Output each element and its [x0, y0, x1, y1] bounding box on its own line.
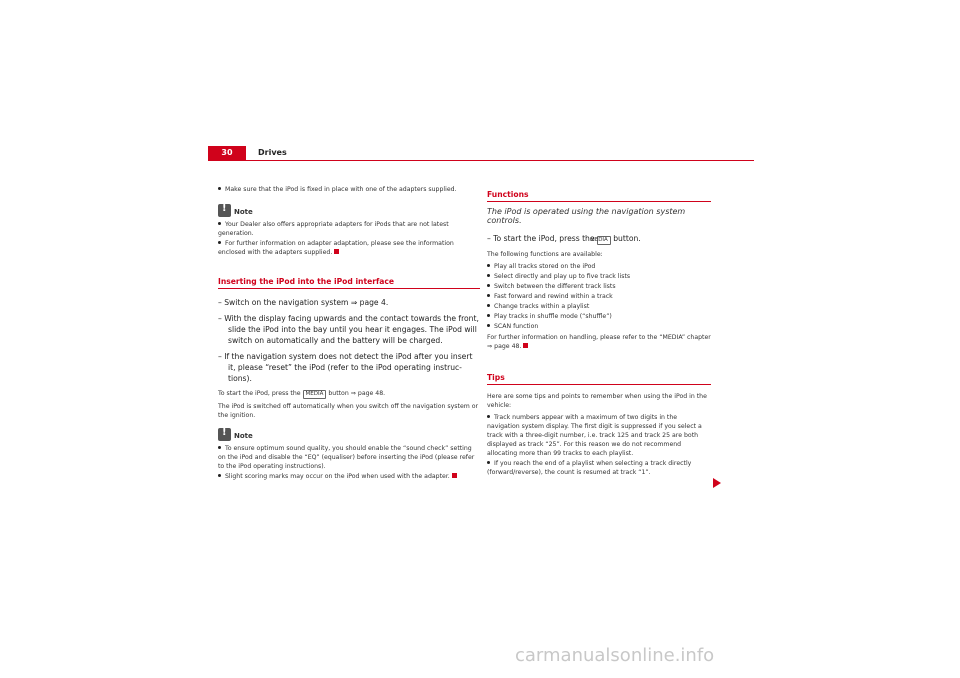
header-rule	[208, 160, 754, 161]
tips-intro: Here are some tips and points to remember when using the iPod in the vehicle:	[487, 393, 707, 409]
step-item: – To start the iPod, press the MEDIA button.	[487, 234, 641, 243]
bullet-icon	[487, 304, 490, 307]
left-column	[218, 185, 480, 482]
tips-heading: Tips	[487, 373, 711, 385]
bullet-icon	[218, 446, 221, 449]
list-item: Your Dealer also offers appropriate adapters for iPods that are not latest generation.	[218, 221, 449, 237]
step-item: – With the display facing upwards and the contact towards the front, slide the iPod into the bay until you hear it engages. The iPod will switch on automatically and the battery will be charged.	[218, 314, 479, 345]
list-item: To ensure optimum sound quality, you should enable the “sound check” setting on the iPod and disable the “EQ” (equaliser) before inserting the iPod (please refer to the iPod operating instructions).	[218, 445, 475, 470]
note-heading: ! Note	[218, 204, 480, 217]
continue-arrow-icon	[713, 478, 721, 488]
bullet-icon	[218, 187, 221, 190]
info-icon	[218, 428, 231, 441]
bullet-icon	[218, 474, 221, 477]
auto-off-text: The iPod is switched off automatically when you switch off the navigation system or the ignition.	[218, 403, 479, 419]
step-item: – If the navigation system does not detect the iPod after you insert it, please “reset” the iPod (refer to the iPod operating instruc-tions).	[218, 352, 473, 383]
step-item: – Switch on the navigation system ⇒ page 4.	[218, 298, 389, 307]
list-item: SCAN function	[487, 322, 711, 331]
functions-heading: Functions	[487, 190, 711, 202]
chapter-title: Drives	[258, 148, 287, 157]
list-item: Track numbers appear with a maximum of two digits in the navigation system display. The first digit is suppressed if you select a track with a three-digit number, i.e. track 125 and track 25 are both displayed as track “25”. For this reason we do not recommend allocating more than 99 tracks to each playlist.	[487, 414, 702, 457]
list-item: Change tracks within a playlist	[487, 302, 711, 311]
list-item: Play all tracks stored on the iPod	[487, 262, 711, 271]
list-item: Fast forward and rewind within a track	[487, 292, 711, 301]
bullet-icon	[487, 274, 490, 277]
end-mark-icon	[523, 343, 528, 348]
start-instruction: To start the iPod, press the MEDIA button ⇒ page 48.	[218, 390, 386, 397]
list-item: If you reach the end of a playlist when selecting a track directly (forward/reverse), the count is resumed at track “1”.	[487, 460, 692, 476]
further-info: For further information on handling, please refer to the “MEDIA” chapter ⇒ page 48.	[487, 334, 711, 350]
bullet-icon	[218, 222, 221, 225]
bullet-icon	[218, 241, 221, 244]
bullet-icon	[487, 461, 490, 464]
functions-intro: The following functions are available:	[487, 251, 603, 258]
page-number: 30	[208, 146, 246, 160]
page-header	[208, 146, 754, 160]
intro-bullet: Make sure that the iPod is fixed in place with one of the adapters supplied.	[218, 185, 480, 194]
list-item: Slight scoring marks may occur on the iPod when used with the adapter.	[218, 472, 480, 481]
list-item: Play tracks in shuffle mode (“shuffle”)	[487, 312, 711, 321]
bullet-icon	[487, 314, 490, 317]
list-item: Select directly and play up to five track lists	[487, 272, 711, 281]
right-column	[487, 190, 711, 478]
end-mark-icon	[334, 249, 339, 254]
note-heading: ! Note	[218, 428, 480, 441]
list-item: Switch between the different track lists	[487, 282, 711, 291]
end-mark-icon	[452, 473, 457, 478]
bullet-icon	[487, 415, 490, 418]
bullet-icon	[487, 264, 490, 267]
media-key: MEDIA	[597, 236, 611, 245]
list-item: For further information on adapter adaptation, please see the information enclosed with the adapters supplied.	[218, 240, 454, 256]
watermark: carmanualsonline.info	[515, 645, 715, 666]
section-heading: Inserting the iPod into the iPod interface	[218, 277, 480, 289]
info-icon	[218, 204, 231, 217]
media-key: MEDIA	[303, 390, 327, 399]
bullet-icon	[487, 324, 490, 327]
bullet-icon	[487, 284, 490, 287]
functions-subheading: The iPod is operated using the navigation system controls.	[487, 207, 686, 225]
bullet-icon	[487, 294, 490, 297]
